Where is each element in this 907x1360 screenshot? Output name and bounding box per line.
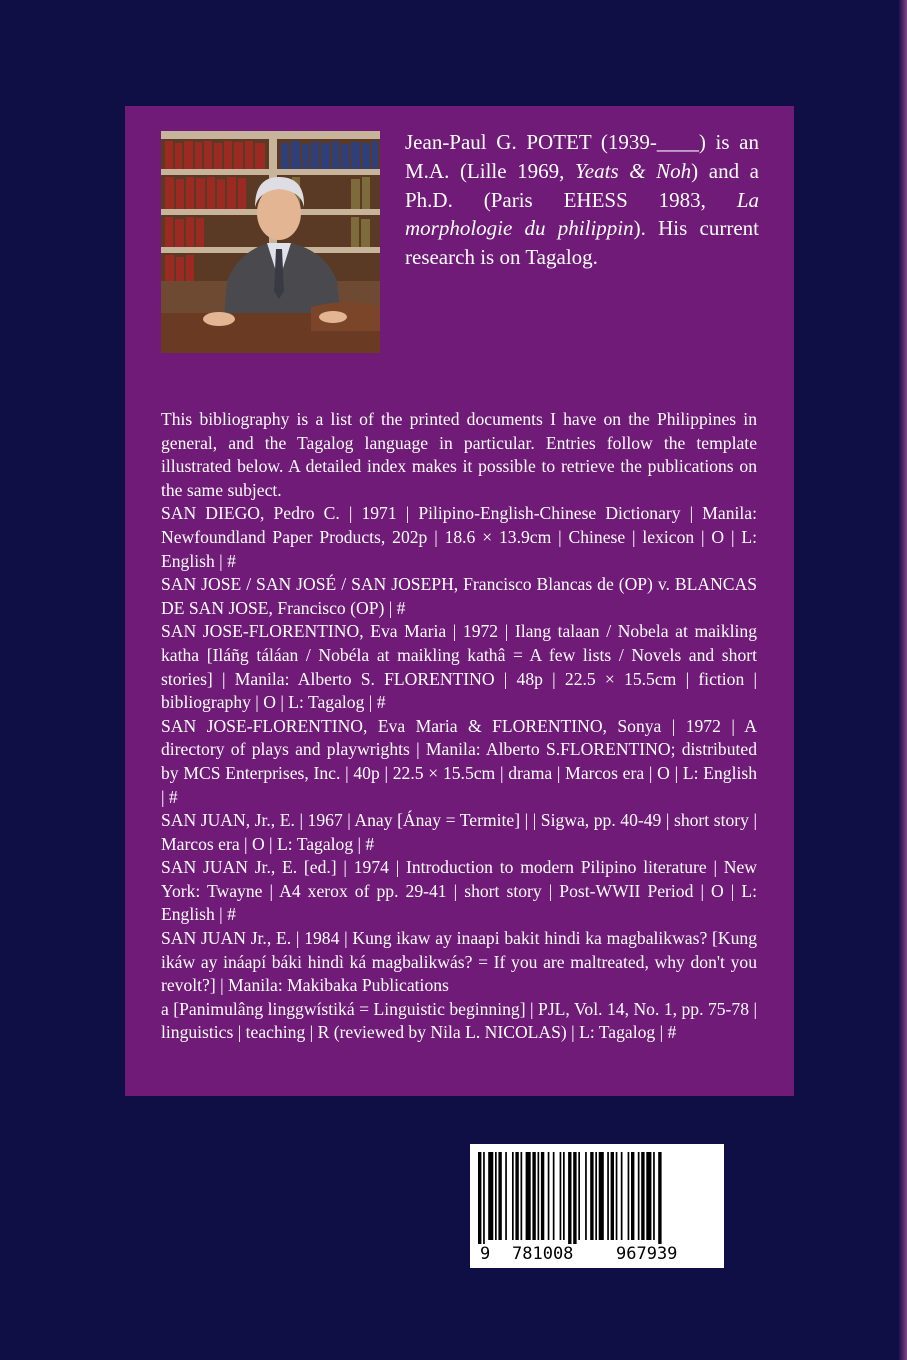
intro-paragraph: This bibliography is a list of the printed documents I have on the Philippines in general, and the Tagalog language in particular. Entries follow the template illustrated below. A detailed index makes it possible to retrieve the publications on the same subject. bbox=[161, 409, 757, 500]
barcode-bar bbox=[483, 1152, 485, 1244]
barcode-bar bbox=[595, 1152, 597, 1240]
barcode-bar bbox=[498, 1152, 501, 1240]
barcode-bar bbox=[585, 1152, 587, 1240]
barcode-bar bbox=[653, 1152, 655, 1240]
barcode-bar bbox=[658, 1152, 661, 1244]
barcode-bar bbox=[512, 1152, 514, 1240]
barcode-bar bbox=[541, 1152, 544, 1240]
bibliography-text bbox=[161, 408, 757, 1045]
barcode-bars bbox=[470, 1144, 724, 1244]
bibliography-entry: SAN DIEGO, Pedro C. | 1971 | Pilipino-English-Chinese Dictionary | Manila: Newfoundland Paper Products, 202p | 18.6 × 13.9cm | Chinese | lexicon | O | L: English | # bbox=[161, 503, 757, 571]
barcode-bar bbox=[621, 1152, 623, 1240]
barcode-bar bbox=[526, 1152, 531, 1240]
barcode-bar bbox=[646, 1152, 651, 1240]
barcode-digit-prefix: 9 bbox=[480, 1244, 491, 1264]
author-photo bbox=[161, 131, 380, 353]
barcode-bar bbox=[488, 1152, 493, 1240]
barcode-bar bbox=[628, 1152, 630, 1240]
bibliography-entry: SAN JUAN Jr., E. | 1984 | Kung ikaw ay inaapi bakit hindi ka magbalikwas? [Kung ikáw ay ináapí báki hindì ká magbalikwás? = If you are maltreated, why don't you revolt?] | Manila: Makibaka Publications bbox=[161, 928, 757, 996]
spine-edge bbox=[899, 0, 907, 1360]
barcode-bar bbox=[532, 1152, 535, 1240]
author-bio bbox=[405, 128, 759, 272]
author-dates: (1939-____) bbox=[600, 130, 706, 154]
author-photo-image bbox=[161, 131, 380, 353]
bio-title-2: La morphologie du philippin bbox=[405, 187, 759, 241]
barcode-bar bbox=[568, 1152, 571, 1244]
barcode-bar bbox=[573, 1152, 576, 1244]
bio-text-2: ) and a Ph.D. (Paris EHESS 1983, bbox=[405, 158, 760, 212]
barcode-bar bbox=[505, 1152, 507, 1240]
author-name: Jean-Paul G. POTET bbox=[405, 130, 592, 154]
barcode-bar bbox=[538, 1152, 540, 1240]
barcode-bar bbox=[478, 1152, 481, 1244]
barcode-bar bbox=[590, 1152, 593, 1240]
back-cover-panel bbox=[125, 106, 794, 1096]
barcode-bar bbox=[638, 1152, 640, 1240]
barcode-bar bbox=[599, 1152, 604, 1240]
barcode-bar bbox=[641, 1152, 644, 1240]
barcode-bar bbox=[616, 1152, 618, 1240]
bibliography-entry: SAN JUAN Jr., E. [ed.] | 1974 | Introduction to modern Pilipino literature | New York: Twayne | A4 xerox of pp. 29-41 | short story | Post-WWII Period | O | L: English | # bbox=[161, 857, 757, 925]
bio-title-1: Yeats & Noh bbox=[575, 158, 692, 183]
barcode-bar bbox=[607, 1152, 609, 1240]
barcode-digit-group-1: 781008 bbox=[512, 1244, 574, 1264]
barcode-bar bbox=[521, 1152, 523, 1240]
barcode-bar bbox=[553, 1152, 555, 1240]
bibliography-entry: SAN JOSE-FLORENTINO, Eva Maria | 1972 | Ilang talaan / Nobela at maikling katha [Iláñg táláan / Nobéla at maikling kathâ = A few lists / Novels and short stories] | Manila: Alberto S. FLORENTINO | 48p | 22.5 × 15.5cm | fiction | bibliography | O | L: Tagalog | # bbox=[161, 621, 757, 713]
barcode-bar bbox=[560, 1152, 562, 1240]
barcode-number bbox=[470, 1244, 724, 1266]
bibliography-entry: SAN JOSE / SAN JOSÉ / SAN JOSEPH, Francisco Blancas de (OP) v. BLANCAS DE SAN JOSE, Francisco (OP) | # bbox=[161, 574, 757, 618]
bio-text-1: is an M.A. (Lille 1969, bbox=[405, 130, 760, 183]
bibliography-entry: SAN JUAN, Jr., E. | 1967 | Anay [Ánay = Termite] | | Sigwa, pp. 40-49 | short story | Marcos era | O | L: Tagalog | # bbox=[161, 810, 757, 854]
barcode-bar bbox=[495, 1152, 497, 1240]
barcode-bar bbox=[631, 1152, 634, 1240]
bibliography-entry: SAN JOSE-FLORENTINO, Eva Maria & FLORENTINO, Sonya | 1972 | A directory of plays and playwrights | Manila: Alberto S.FLORENTINO; distributed by MCS Enterprises, Inc. | 40p | 22.5 × 15.5cm | drama | Marcos era | O | L: English | # bbox=[161, 715, 757, 807]
barcode-bar bbox=[578, 1152, 580, 1240]
isbn-barcode bbox=[470, 1144, 724, 1268]
barcode-digit-group-2: 967939 bbox=[616, 1244, 678, 1264]
barcode-bar bbox=[548, 1152, 550, 1240]
barcode-bar bbox=[563, 1152, 565, 1240]
barcode-bar bbox=[515, 1152, 518, 1240]
bio-text-3: ). His current research is on Tagalog. bbox=[405, 216, 759, 270]
bibliography-entry: a [Panimulâng linggwístiká = Linguistic beginning] | PJL, Vol. 14, No. 1, pp. 75-78 | linguistics | teaching | R (reviewed by Nila L. NICOLAS) | L: Tagalog | # bbox=[161, 998, 757, 1043]
barcode-bar bbox=[611, 1152, 614, 1240]
